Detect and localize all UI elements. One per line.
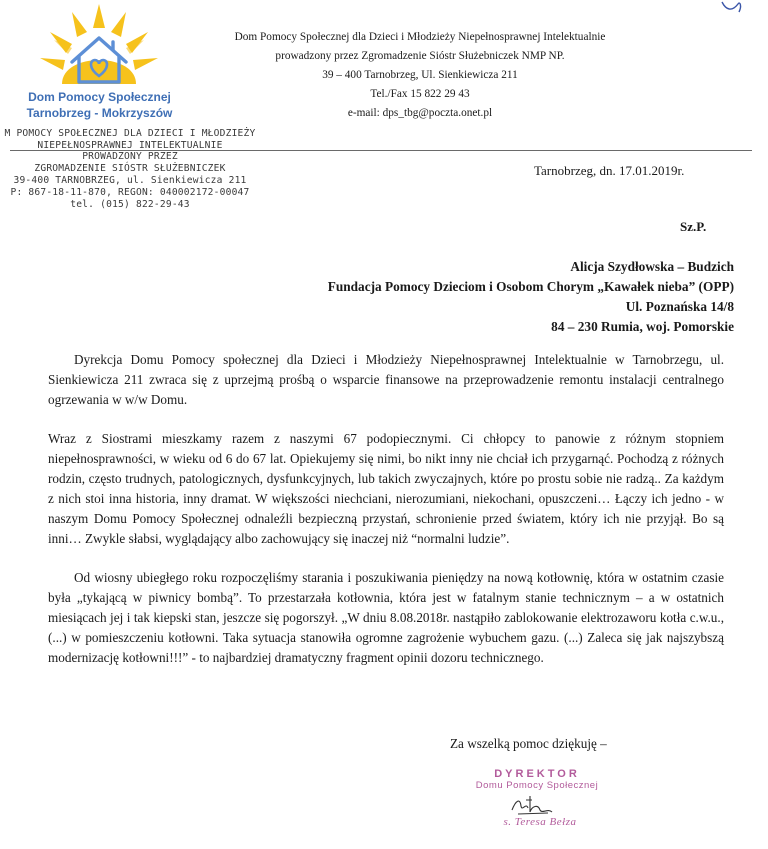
letterhead-line5: e-mail: dps_tbg@poczta.onet.pl <box>347 107 493 119</box>
stamp-line7: tel. (015) 822-29-43 <box>70 198 190 210</box>
recipient-organization: Fundacja Pomocy Dzieciom i Osobom Chorym „Kawałek nieba” (OPP) <box>327 279 734 294</box>
pen-mark <box>716 0 746 16</box>
letterhead-line1: Dom Pomocy Społecznej dla Dzieci i Młodzieży Niepełnosprawnej Intelektualnie <box>234 31 606 43</box>
sun-house-icon <box>32 2 167 92</box>
institution-stamp <box>0 128 260 210</box>
salutation: Sz.P. <box>680 219 707 234</box>
director-stamp-title: DYREKTOR <box>494 768 580 780</box>
body-paragraph-3: Od wiosny ubiegłego roku rozpoczęliśmy starania i poszukiwania pieniędzy na nową kotłownię, która w ostatnim czasie była „tykającą w piwnicy bombą”. To przestarzała kotłownia, która jest w fatalnym stanie technicznym – a w ostatnich miesiącach jej i tak kiepski stan, jeszcze się pogorszył. „W dniu 8.08.2018r. nastąpiło zablokowanie elektrozaworu kotła c.w.u., (...) w pomieszczeniu kotłowni. Taka sytuacja stanowiła ogromne zagrożenie wybuchem gazu. (...) Zaleca się jak najszybszą modernizację kotłowni!!!” - to najbardziej dramatyczny fragment opinii dozoru technicznego. <box>48 570 724 665</box>
director-stamp-subtitle: Domu Pomocy Społecznej <box>475 780 599 791</box>
recipient-address <box>328 257 734 337</box>
stamp-line4: ZGROMADZENIE SIÓSTR SŁUŻEBNICZEK <box>34 162 226 174</box>
body-paragraph-1: Dyrekcja Domu Pomocy społecznej dla Dzieci i Młodzieży Niepełnosprawnej Intelektualnie w Tarnobrzegu, ul. Sienkiewicza 211 zwraca się z uprzejmą prośbą o wsparcie finansowe na przeprowadzenie remontu instalacji centralnego ogrzewania w w/w Domu. <box>48 352 724 407</box>
stamp-line3: PROWADZONY PRZEZ <box>82 151 178 163</box>
recipient-city: 84 – 230 Rumia, woj. Pomorskie <box>551 319 734 334</box>
logo-line2: Tarnobrzeg - Mokrzyszów <box>26 106 173 120</box>
letterhead-line4: Tel./Fax 15 822 29 43 <box>370 88 470 100</box>
handwritten-signature <box>508 792 558 818</box>
header-divider <box>10 150 752 151</box>
body-paragraph-2: Wraz z Siostrami mieszkamy razem z naszymi 67 podopiecznymi. Ci chłopcy to panowie z różnym stopniem niepełnosprawności, w wieku od 6 do 67 lat. Opiekujemy się nimi, bo nikt inny nie chciał ich przygarnąć. Pochodzą z różnych rodzin, często trudnych, patologicznych, dysfunkcyjnych, lub takich zwyczajnych, które po prostu sobie nie radzą.. Za każdym z nich stoi inna historia, inny dramat. W większości niechciani, nierozumiani, niekochani, opuszczeni… Łączy ich jedno - w naszym Domu Pomocy Społecznej odnaleźli bezpieczną przystań, schronienie przed światem, który ich nie przyjął. Bo są inni… Zwykle słabsi, wyglądający albo zachowujący się inaczej niż “normalni ludzie”. <box>48 431 724 546</box>
letter-date: Tarnobrzeg, dn. 17.01.2019r. <box>534 163 685 178</box>
stamp-line6: P: 867-18-11-870, REGON: 040002172-00047 <box>10 186 250 198</box>
letterhead-line2: prowadzony przez Zgromadzenie Sióstr Służebniczek NMP NP. <box>275 50 565 62</box>
organization-logo <box>12 2 187 122</box>
logo-line1: Dom Pomocy Społecznej <box>28 90 171 104</box>
recipient-name: Alicja Szydłowska – Budzich <box>570 259 734 274</box>
recipient-street: Ul. Poznańska 14/8 <box>625 299 734 314</box>
stamp-line2: NIEPEŁNOSPRAWNEJ INTELEKTUALNIE <box>37 139 223 151</box>
stamp-line1: M POMOCY SPOŁECZNEJ DLA DZIECI I MŁODZIEŻY <box>4 128 256 139</box>
letterhead-line3: 39 – 400 Tarnobrzeg, Ul. Sienkiewicza 211 <box>322 69 518 81</box>
director-stamp <box>452 768 622 791</box>
letterhead <box>200 28 640 123</box>
closing-line: Za wszelką pomoc dziękuję – <box>450 736 607 751</box>
stamp-line5: 39-400 TARNOBRZEG, ul. Sienkiewicza 211 <box>13 175 247 187</box>
director-name: s. Teresa Bełza <box>503 816 577 828</box>
